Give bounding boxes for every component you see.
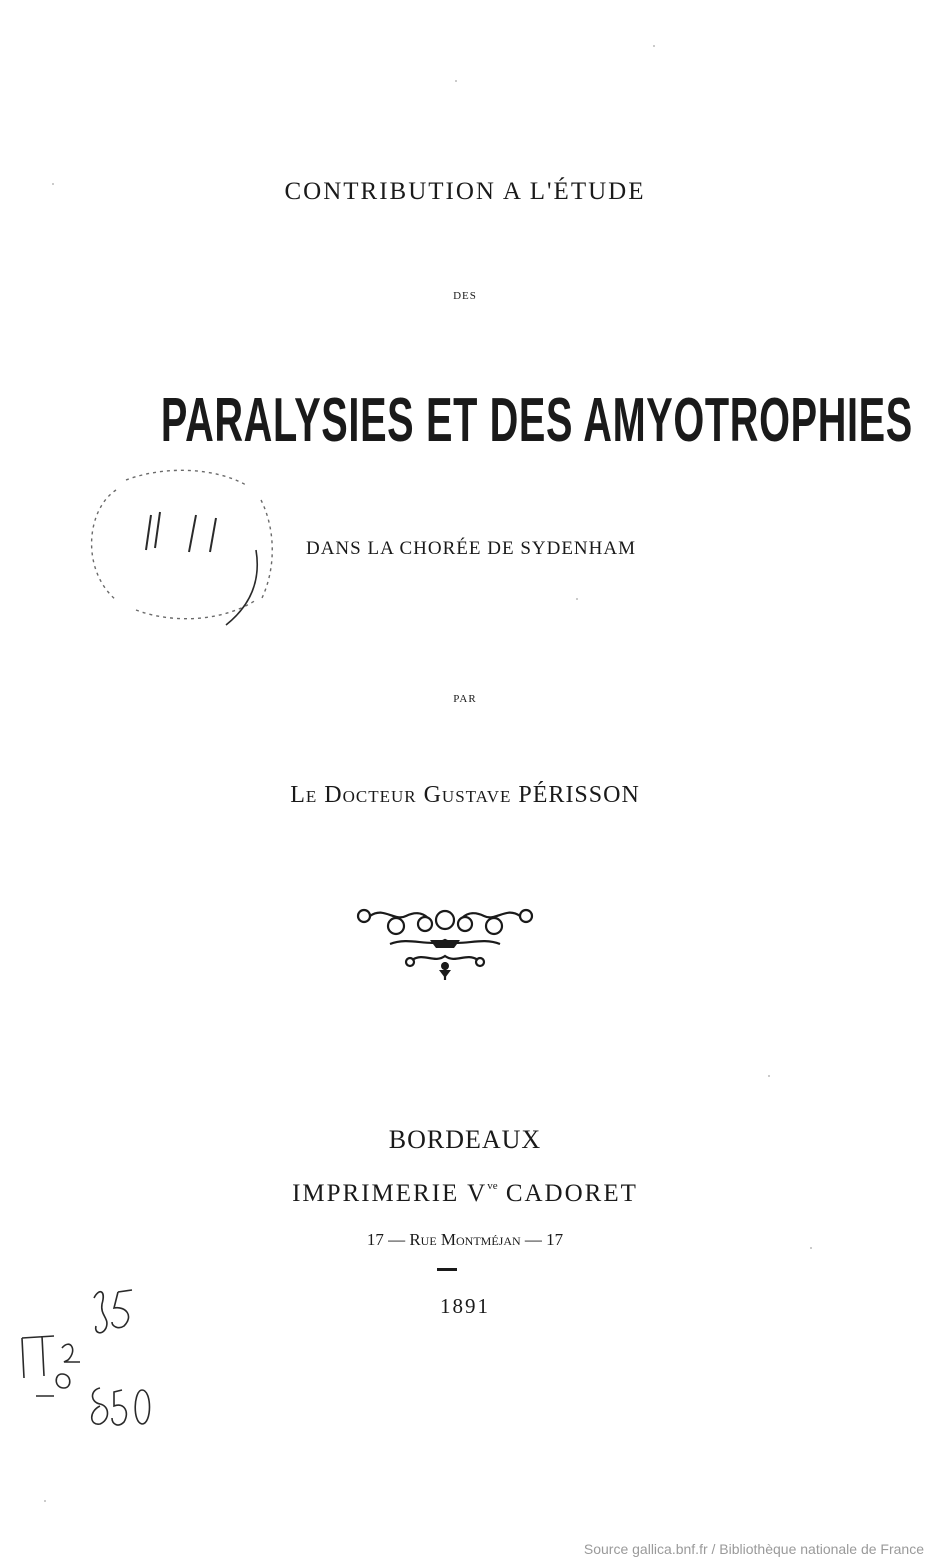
source-footer: Source gallica.bnf.fr / Bibliothèque nationale de France [583, 1541, 924, 1557]
author-line [0, 782, 930, 809]
imprint-year: 1891 [440, 1294, 490, 1318]
imprint-address: 17 — Rue Montméjan — 17 [366, 1230, 564, 1249]
title-line-2: DES [453, 290, 477, 302]
library-stamp-icon [76, 460, 286, 630]
handwritten-shelfmark-icon [14, 1278, 184, 1448]
subtitle: DANS LA CHORÉE DE SYDENHAM [305, 538, 636, 559]
paper-speck [455, 80, 457, 82]
author-surname: PÉRISSON [518, 782, 640, 808]
imprint-printer [0, 1180, 930, 1208]
printer-superscript: ve [487, 1180, 498, 1192]
printer-ornament-icon [350, 900, 540, 988]
printer-name: CADORET [505, 1180, 638, 1207]
paper-speck [768, 1075, 770, 1077]
paper-speck [810, 1247, 812, 1249]
imprint-city: BORDEAUX [388, 1125, 542, 1154]
author-prefix: Le Docteur Gustave [290, 782, 512, 808]
paper-speck [653, 45, 655, 47]
paper-speck [44, 1500, 46, 1502]
par-label: PAR [453, 693, 477, 705]
printer-prefix: IMPRIMERIE V [292, 1180, 488, 1207]
paper-speck [52, 183, 54, 185]
main-title: PARALYSIES ET DES AMYOTROPHIES [160, 386, 913, 455]
title-line-1: CONTRIBUTION A L'ÉTUDE [284, 178, 646, 205]
divider [437, 1268, 457, 1271]
paper-speck [576, 598, 578, 600]
